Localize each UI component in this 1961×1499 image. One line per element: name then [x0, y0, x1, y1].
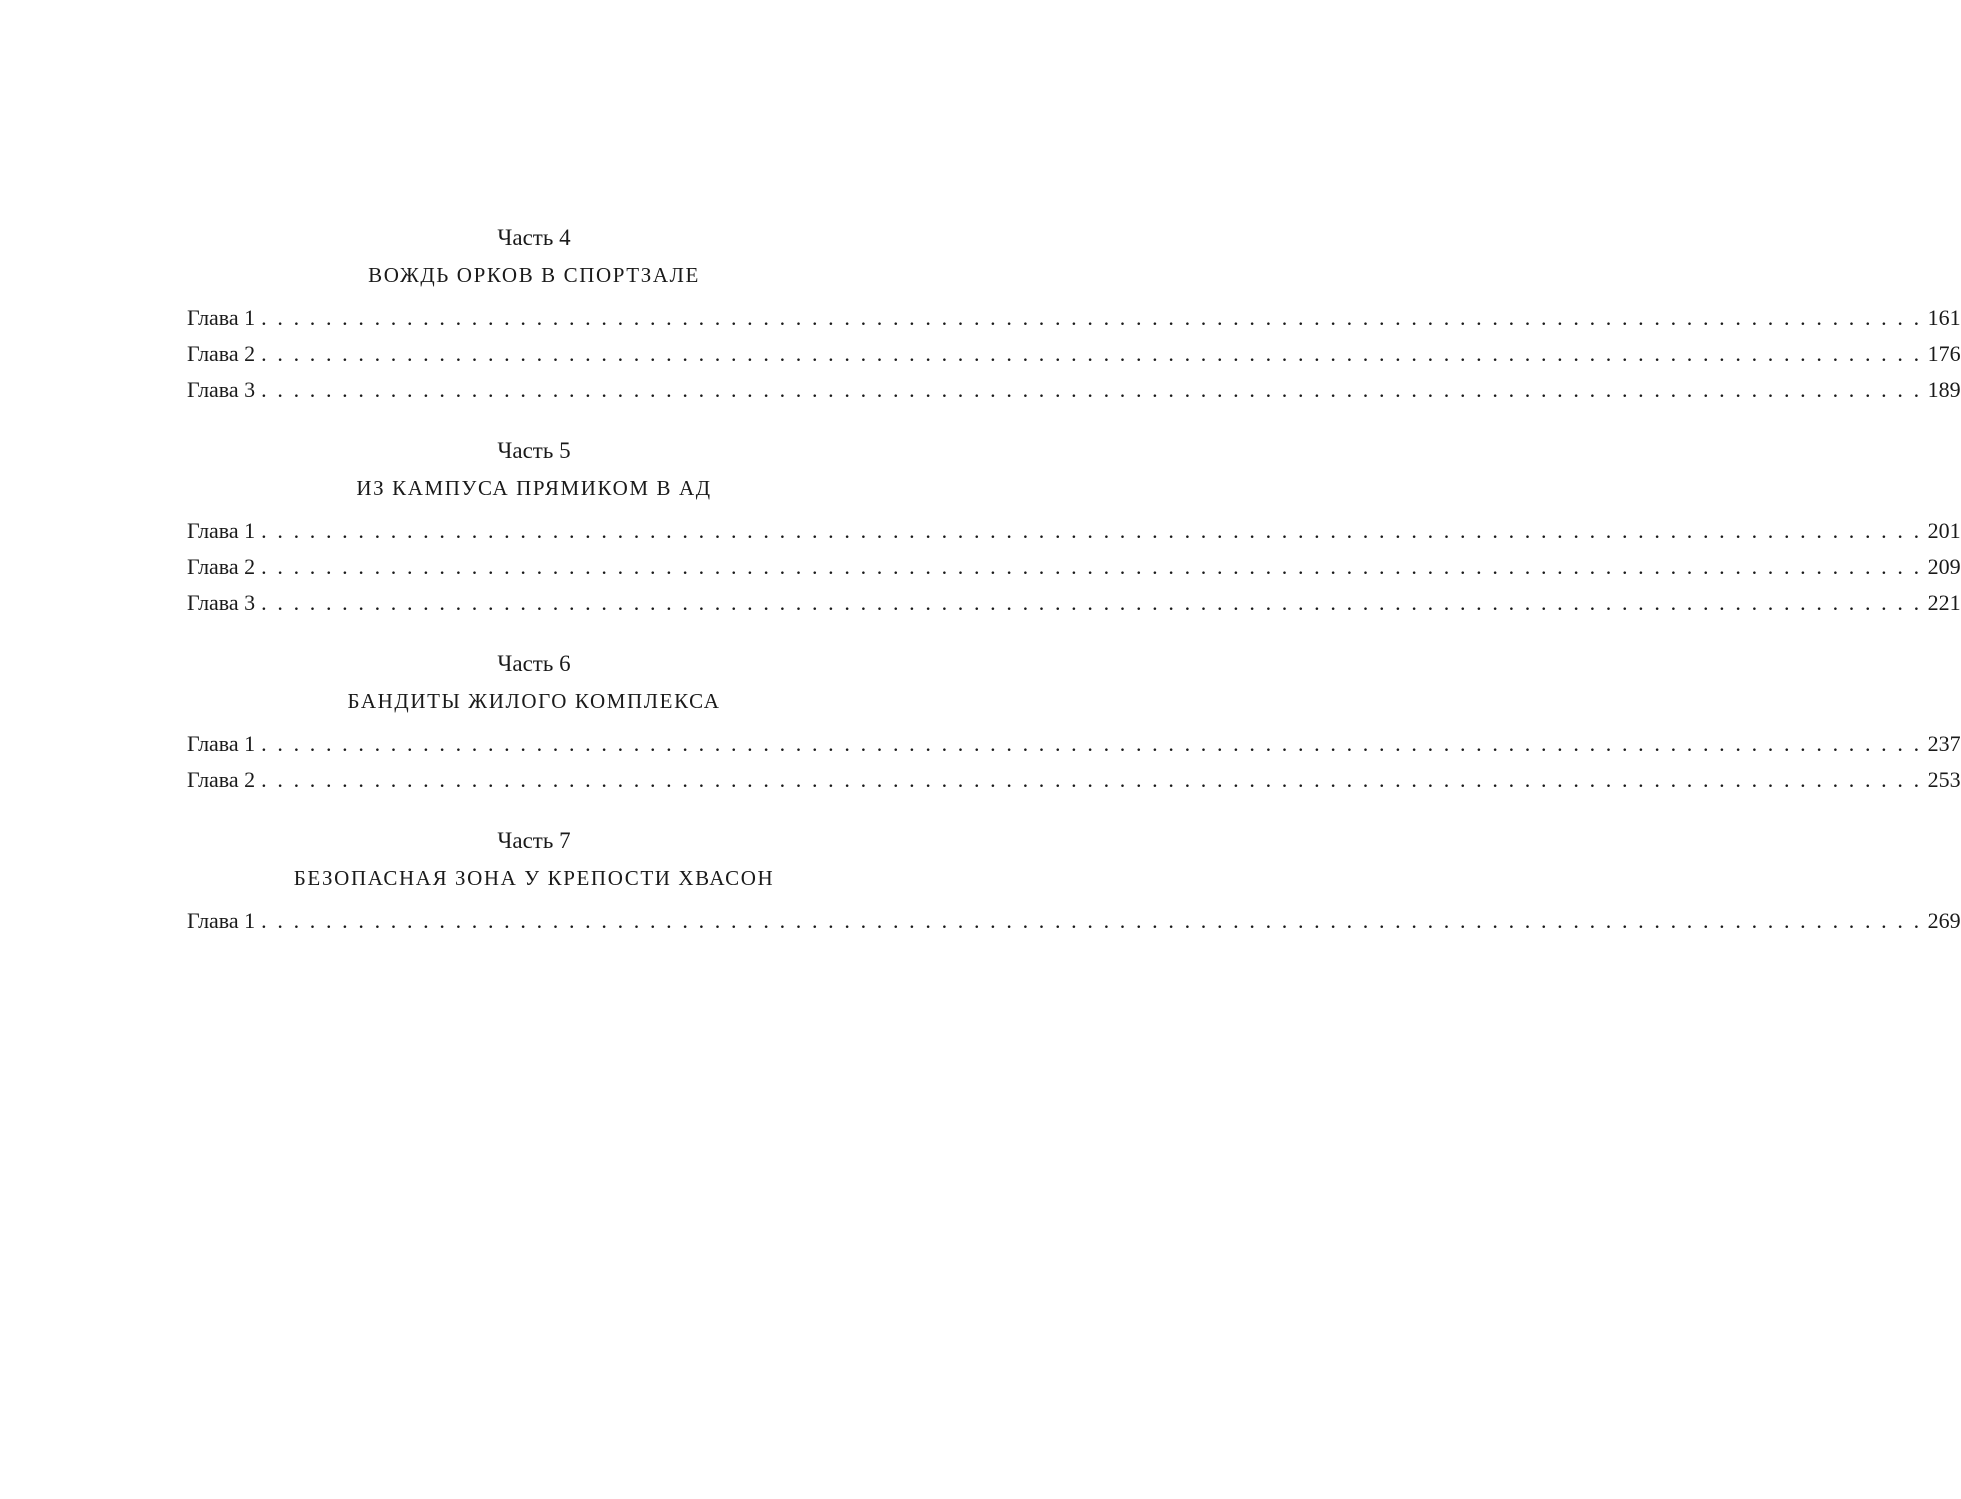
part-title: ИЗ КАМПУСА ПРЯМИКОМ В АД: [356, 476, 712, 500]
page-number: 176: [1927, 341, 1961, 366]
chapter-label: Глава 1: [187, 908, 256, 933]
chapter-label: Глава 2: [187, 341, 256, 366]
page-number: 161: [1927, 305, 1961, 330]
chapter-label: Глава 1: [187, 731, 256, 756]
dot-leader: . . . . . . . . . . . . . . . . . . . . . . . . . . . . . . . . . . . . . . . . . . . . . . . . . . . . . . . . . . . . . . . . . . . . . . . . . . . . . . . . . . . . . . . . . . . . . . . . . . . . . . .: [261, 341, 1922, 366]
dot-leader: . . . . . . . . . . . . . . . . . . . . . . . . . . . . . . . . . . . . . . . . . . . . . . . . . . . . . . . . . . . . . . . . . . . . . . . . . . . . . . . . . . . . . . . . . . . . . . . . . . . . . . .: [261, 767, 1922, 792]
dot-leader: . . . . . . . . . . . . . . . . . . . . . . . . . . . . . . . . . . . . . . . . . . . . . . . . . . . . . . . . . . . . . . . . . . . . . . . . . . . . . . . . . . . . . . . . . . . . . . . . . . . . . . .: [261, 554, 1922, 579]
dot-leader: . . . . . . . . . . . . . . . . . . . . . . . . . . . . . . . . . . . . . . . . . . . . . . . . . . . . . . . . . . . . . . . . . . . . . . . . . . . . . . . . . . . . . . . . . . . . . . . . . . . . . . .: [261, 590, 1922, 615]
toc-part: [187, 218, 1961, 408]
table-of-contents: [187, 218, 1961, 962]
dot-leader: . . . . . . . . . . . . . . . . . . . . . . . . . . . . . . . . . . . . . . . . . . . . . . . . . . . . . . . . . . . . . . . . . . . . . . . . . . . . . . . . . . . . . . . . . . . . . . . . . . . . . . .: [261, 908, 1922, 933]
page-number: 221: [1927, 590, 1961, 615]
dot-leader: . . . . . . . . . . . . . . . . . . . . . . . . . . . . . . . . . . . . . . . . . . . . . . . . . . . . . . . . . . . . . . . . . . . . . . . . . . . . . . . . . . . . . . . . . . . . . . . . . . . . . . .: [261, 731, 1922, 756]
part-title: БАНДИТЫ ЖИЛОГО КОМПЛЕКСА: [347, 689, 721, 713]
page-number: 209: [1927, 554, 1961, 579]
part-number: Часть 7: [497, 828, 571, 853]
toc-part: [187, 431, 1961, 621]
page-number: 269: [1927, 908, 1961, 933]
page-number: 201: [1927, 518, 1961, 543]
toc-entry[interactable]: [187, 762, 1961, 798]
toc-entry[interactable]: [187, 300, 1961, 336]
page-number: 253: [1927, 767, 1961, 792]
toc-entry[interactable]: [187, 336, 1961, 372]
chapter-label: Глава 3: [187, 590, 256, 615]
toc-part: [187, 644, 1961, 798]
part-number: Часть 4: [497, 225, 571, 250]
toc-entry[interactable]: [187, 549, 1961, 585]
chapter-label: Глава 1: [187, 305, 256, 330]
part-number: Часть 5: [497, 438, 571, 463]
page-number: 237: [1927, 731, 1961, 756]
toc-entry[interactable]: [187, 372, 1961, 408]
dot-leader: . . . . . . . . . . . . . . . . . . . . . . . . . . . . . . . . . . . . . . . . . . . . . . . . . . . . . . . . . . . . . . . . . . . . . . . . . . . . . . . . . . . . . . . . . . . . . . . . . . . . . . .: [261, 377, 1922, 402]
part-title: ВОЖДЬ ОРКОВ В СПОРТЗАЛЕ: [368, 263, 700, 287]
toc-entry[interactable]: [187, 903, 1961, 939]
part-number: Часть 6: [497, 651, 571, 676]
toc-entry[interactable]: [187, 513, 1961, 549]
toc-entry[interactable]: [187, 726, 1961, 762]
toc-part: [187, 821, 1961, 939]
part-title: БЕЗОПАСНАЯ ЗОНА У КРЕПОСТИ ХВАСОН: [293, 866, 775, 890]
dot-leader: . . . . . . . . . . . . . . . . . . . . . . . . . . . . . . . . . . . . . . . . . . . . . . . . . . . . . . . . . . . . . . . . . . . . . . . . . . . . . . . . . . . . . . . . . . . . . . . . . . . . . . .: [261, 305, 1922, 330]
dot-leader: . . . . . . . . . . . . . . . . . . . . . . . . . . . . . . . . . . . . . . . . . . . . . . . . . . . . . . . . . . . . . . . . . . . . . . . . . . . . . . . . . . . . . . . . . . . . . . . . . . . . . . .: [261, 518, 1922, 543]
page-number: 189: [1927, 377, 1961, 402]
toc-entry[interactable]: [187, 585, 1961, 621]
chapter-label: Глава 1: [187, 518, 256, 543]
chapter-label: Глава 2: [187, 767, 256, 792]
chapter-label: Глава 2: [187, 554, 256, 579]
chapter-label: Глава 3: [187, 377, 256, 402]
